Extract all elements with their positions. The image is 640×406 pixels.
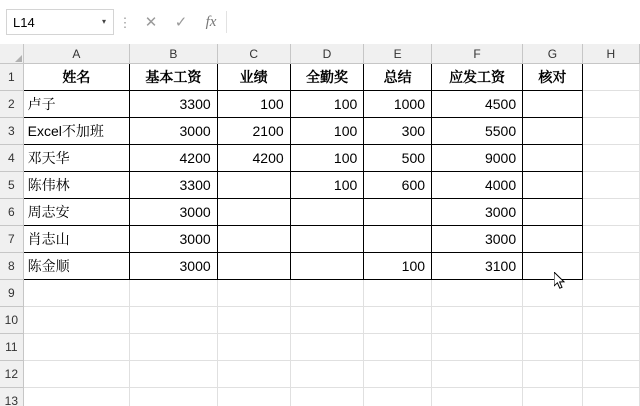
formula-bar <box>0 0 640 44</box>
table-row <box>0 64 640 91</box>
formula-bar-buttons <box>136 9 226 35</box>
table-row <box>0 253 640 280</box>
cell-b12[interactable] <box>130 361 218 388</box>
cell-d3[interactable]: 100 <box>290 118 364 145</box>
row-header-2[interactable]: 2 <box>0 91 23 118</box>
cell-h2[interactable] <box>582 91 639 118</box>
cell-f2[interactable]: 4500 <box>432 91 523 118</box>
cell-e12[interactable] <box>364 361 432 388</box>
cell-b3[interactable]: 3000 <box>130 118 218 145</box>
table-row <box>0 118 640 145</box>
cell-f6[interactable]: 3000 <box>432 199 523 226</box>
cell-b8[interactable]: 3000 <box>130 253 218 280</box>
table-row <box>0 91 640 118</box>
cell-c10[interactable] <box>217 307 290 334</box>
cell-e9[interactable] <box>364 280 432 307</box>
row-header-8[interactable]: 8 <box>0 253 23 280</box>
cell-g3[interactable] <box>523 118 583 145</box>
row-header-7[interactable]: 7 <box>0 226 23 253</box>
cell-a4[interactable]: 邓天华 <box>23 145 129 172</box>
chevron-down-icon[interactable]: ▾ <box>101 17 106 26</box>
cell-e3[interactable]: 300 <box>364 118 432 145</box>
cell-e8[interactable]: 100 <box>364 253 432 280</box>
cell-c7[interactable] <box>217 226 290 253</box>
cell-h1[interactable] <box>582 64 639 91</box>
cell-d12[interactable] <box>290 361 364 388</box>
cell-g1[interactable]: 核对 <box>523 64 583 91</box>
cell-h10[interactable] <box>582 307 639 334</box>
cell-c3[interactable]: 2100 <box>217 118 290 145</box>
column-header-c[interactable]: C <box>217 44 290 64</box>
row-header-6[interactable]: 6 <box>0 199 23 226</box>
cell-e7[interactable] <box>364 226 432 253</box>
cell-d8[interactable] <box>290 253 364 280</box>
cell-b9[interactable] <box>130 280 218 307</box>
cell-b13[interactable] <box>130 388 218 406</box>
cell-d10[interactable] <box>290 307 364 334</box>
cell-h8[interactable] <box>582 253 639 280</box>
cell-a9[interactable] <box>23 280 129 307</box>
cell-a2[interactable]: 卢子 <box>23 91 129 118</box>
spreadsheet-grid[interactable] <box>0 44 640 406</box>
cell-d11[interactable] <box>290 334 364 361</box>
cell-b4[interactable]: 4200 <box>130 145 218 172</box>
cell-f11[interactable] <box>432 334 523 361</box>
cell-a1[interactable]: 姓名 <box>23 64 129 91</box>
cell-c8[interactable] <box>217 253 290 280</box>
cell-a11[interactable] <box>23 334 129 361</box>
cell-a3[interactable]: Excel不加班 <box>23 118 129 145</box>
confirm-icon[interactable]: ✓ <box>174 14 188 31</box>
cell-h5[interactable] <box>582 172 639 199</box>
table-row <box>0 226 640 253</box>
cell-d13[interactable] <box>290 388 364 406</box>
cell-h6[interactable] <box>582 199 639 226</box>
cell-c13[interactable] <box>217 388 290 406</box>
cell-c6[interactable] <box>217 199 290 226</box>
column-header-a[interactable]: A <box>23 44 129 64</box>
cell-g4[interactable] <box>523 145 583 172</box>
cell-d7[interactable] <box>290 226 364 253</box>
cell-f13[interactable] <box>432 388 523 406</box>
cell-g9[interactable] <box>523 280 583 307</box>
more-options-icon[interactable]: ⋮ <box>118 14 132 30</box>
cell-d2[interactable]: 100 <box>290 91 364 118</box>
sheet-table <box>0 44 640 406</box>
row-header-9[interactable]: 9 <box>0 280 23 307</box>
cell-e11[interactable] <box>364 334 432 361</box>
cell-f4[interactable]: 9000 <box>432 145 523 172</box>
cell-a7[interactable]: 肖志山 <box>23 226 129 253</box>
cell-g2[interactable] <box>523 91 583 118</box>
cell-h3[interactable] <box>582 118 639 145</box>
cell-g13[interactable] <box>523 388 583 406</box>
cell-a13[interactable] <box>23 388 129 406</box>
cell-a10[interactable] <box>23 307 129 334</box>
cell-c2[interactable]: 100 <box>217 91 290 118</box>
column-header-b[interactable]: B <box>130 44 218 64</box>
cell-c11[interactable] <box>217 334 290 361</box>
cell-g11[interactable] <box>523 334 583 361</box>
cell-g10[interactable] <box>523 307 583 334</box>
cell-b7[interactable]: 3000 <box>130 226 218 253</box>
column-header-g[interactable]: G <box>523 44 583 64</box>
table-row <box>0 145 640 172</box>
cell-f12[interactable] <box>432 361 523 388</box>
cell-a6[interactable]: 周志安 <box>23 199 129 226</box>
cell-d6[interactable] <box>290 199 364 226</box>
cell-b11[interactable] <box>130 334 218 361</box>
cell-g5[interactable] <box>523 172 583 199</box>
cell-f8[interactable]: 3100 <box>432 253 523 280</box>
cell-a5[interactable]: 陈伟林 <box>23 172 129 199</box>
cancel-icon[interactable]: ✕ <box>144 14 158 31</box>
table-row <box>0 388 640 406</box>
cell-h11[interactable] <box>582 334 639 361</box>
cell-d9[interactable] <box>290 280 364 307</box>
cell-g8[interactable] <box>523 253 583 280</box>
row-header-12[interactable]: 12 <box>0 361 23 388</box>
cell-g12[interactable] <box>523 361 583 388</box>
cell-c1[interactable]: 业绩 <box>217 64 290 91</box>
cell-c12[interactable] <box>217 361 290 388</box>
cell-a8[interactable]: 陈金顺 <box>23 253 129 280</box>
row-header-3[interactable]: 3 <box>0 118 23 145</box>
cell-c9[interactable] <box>217 280 290 307</box>
column-header-f[interactable]: F <box>432 44 523 64</box>
cell-b10[interactable] <box>130 307 218 334</box>
row-header-1[interactable]: 1 <box>0 64 23 91</box>
table-row <box>0 172 640 199</box>
cell-f5[interactable]: 4000 <box>432 172 523 199</box>
cell-g6[interactable] <box>523 199 583 226</box>
cell-d5[interactable]: 100 <box>290 172 364 199</box>
row-header-13[interactable]: 13 <box>0 388 23 406</box>
cell-e13[interactable] <box>364 388 432 406</box>
cell-b5[interactable]: 3300 <box>130 172 218 199</box>
column-header-e[interactable]: E <box>364 44 432 64</box>
cell-h13[interactable] <box>582 388 639 406</box>
cell-b6[interactable]: 3000 <box>130 199 218 226</box>
cell-f3[interactable]: 5500 <box>432 118 523 145</box>
cell-h7[interactable] <box>582 226 639 253</box>
cell-a12[interactable] <box>23 361 129 388</box>
cell-e4[interactable]: 500 <box>364 145 432 172</box>
cell-e5[interactable]: 600 <box>364 172 432 199</box>
row-header-5[interactable]: 5 <box>0 172 23 199</box>
cell-e1[interactable]: 总结 <box>364 64 432 91</box>
insert-function-icon[interactable]: fx <box>205 13 217 30</box>
cell-h9[interactable] <box>582 280 639 307</box>
cell-c4[interactable]: 4200 <box>217 145 290 172</box>
table-row <box>0 280 640 307</box>
cell-e2[interactable]: 1000 <box>364 91 432 118</box>
cell-d1[interactable]: 全勤奖 <box>290 64 364 91</box>
row-header-11[interactable]: 11 <box>0 334 23 361</box>
cell-h4[interactable] <box>582 145 639 172</box>
cell-f1[interactable]: 应发工资 <box>432 64 523 91</box>
cell-h12[interactable] <box>582 361 639 388</box>
row-header-10[interactable]: 10 <box>0 307 23 334</box>
column-header-h[interactable]: H <box>582 44 639 64</box>
cell-c5[interactable] <box>217 172 290 199</box>
cell-d4[interactable]: 100 <box>290 145 364 172</box>
column-header-d[interactable]: D <box>290 44 364 64</box>
cell-f10[interactable] <box>432 307 523 334</box>
cell-e10[interactable] <box>364 307 432 334</box>
cell-b2[interactable]: 3300 <box>130 91 218 118</box>
name-box-value: L14 <box>13 14 35 30</box>
row-header-4[interactable]: 4 <box>0 145 23 172</box>
formula-input[interactable] <box>227 9 640 35</box>
cell-e6[interactable] <box>364 199 432 226</box>
table-row <box>0 307 640 334</box>
table-row <box>0 361 640 388</box>
cell-f7[interactable]: 3000 <box>432 226 523 253</box>
name-box[interactable] <box>6 9 114 35</box>
table-row <box>0 334 640 361</box>
cell-b1[interactable]: 基本工资 <box>130 64 218 91</box>
select-all-corner[interactable] <box>0 44 23 64</box>
column-header-row <box>0 44 640 64</box>
table-row <box>0 199 640 226</box>
cell-g7[interactable] <box>523 226 583 253</box>
cell-f9[interactable] <box>432 280 523 307</box>
